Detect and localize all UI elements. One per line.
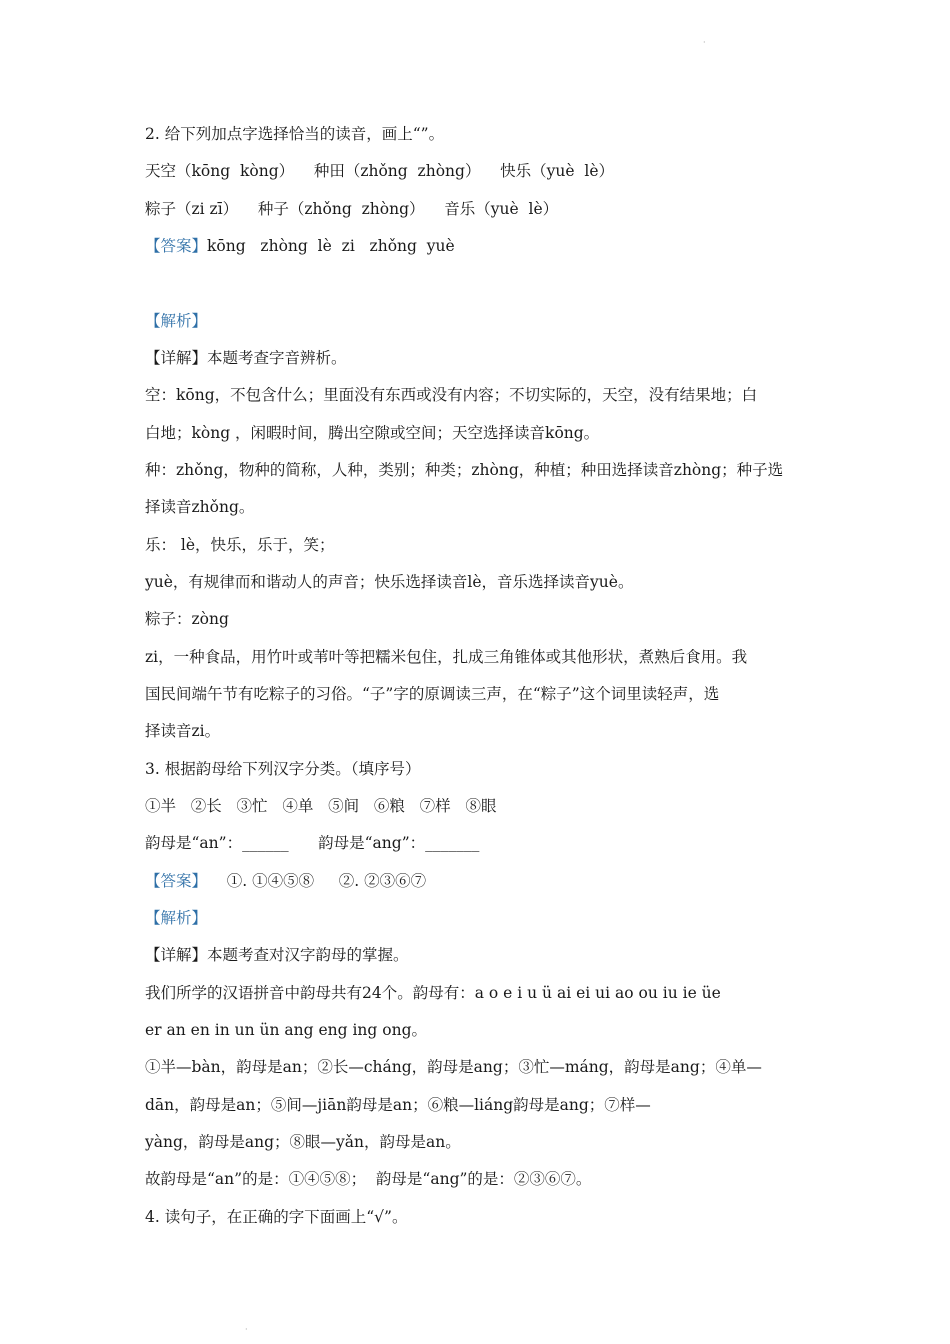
q2-explanation-4: 择读音zhǒng。 <box>145 498 255 516</box>
q2-explanation-1: 空：kōng，不包含什么；里面没有东西或没有内容；不切实际的，天空，没有结果地；白 <box>145 386 758 404</box>
q3-explanation-3: ①半—bàn，韵母是an；②长—cháng，韵母是ang；③忙—máng，韵母是ang；④单— <box>145 1058 762 1076</box>
q3-explanation-2: er an en in un ün ang eng ing ong。 <box>145 1021 427 1039</box>
q4-title: 4. 读句子，在正确的字下面画上“√”。 <box>145 1208 408 1226</box>
q3-explanation-5: yàng，韵母是ang；⑧眼—yǎn，韵母是an。 <box>145 1133 461 1151</box>
answer-label: 【答案】 <box>145 872 208 890</box>
q3-answer-line <box>145 869 820 893</box>
analysis-label: 【解析】 <box>145 909 208 927</box>
q3-explanation-4: dān，韵母是an；⑤间—jiān韵母是an；⑥粮—liáng韵母是ang；⑦样— <box>145 1096 651 1114</box>
q2-explanation-6: yuè，有规律而和谐动人的声音；快乐选择读音lè，音乐选择读音yuè。 <box>145 573 634 591</box>
q2-row2: 粽子（zi zī） 种子（zhǒng zhòng） 音乐（yuè lè） <box>145 200 559 218</box>
q2-answer-line <box>145 234 820 258</box>
q3-blanks: 韵母是“an”：______ 韵母是“ang”：_______ <box>145 834 480 852</box>
answer-label: 【答案】 <box>145 237 208 255</box>
answer-text: ①. ①④⑤⑧ ②. ②③⑥⑦ <box>207 872 427 890</box>
q2-row1: 天空（kōng kòng） 种田（zhǒng zhòng） 快乐（yuè lè） <box>145 162 615 180</box>
q2-explanation-8: zi，一种食品，用竹叶或苇叶等把糯米包住，扎成三角锥体或其他形状，煮熟后食用。我 <box>145 648 748 666</box>
q2-explanation-10: 择读音zi。 <box>145 722 221 740</box>
decorative-dot: · <box>245 1325 248 1334</box>
answer-text: kōng zhòng lè zi zhǒng yuè <box>207 237 455 255</box>
q2-detail: 【详解】本题考查字音辨析。 <box>145 349 347 367</box>
q3-explanation-6: 故韵母是“an”的是：①④⑤⑧； 韵母是“ang”的是：②③⑥⑦。 <box>145 1170 592 1188</box>
q2-explanation-5: 乐： lè，快乐，乐于，笑； <box>145 536 335 554</box>
q2-explanation-7: 粽子：zòng <box>145 610 229 628</box>
decorative-dot: · <box>703 38 706 47</box>
q2-title: 2. 给下列加点字选择恰当的读音，画上“”。 <box>145 125 445 143</box>
q3-title: 3. 根据韵母给下列汉字分类。（填序号） <box>145 760 421 778</box>
q2-explanation-9: 国民间端午节有吃粽子的习俗。“子”字的原调读三声，在“粽子”这个词里读轻声，选 <box>145 685 720 703</box>
q2-explanation-3: 种：zhǒng，物种的简称，人种，类别；种类；zhòng，种植；种田选择读音zhòng；种子选 <box>145 461 784 479</box>
q3-detail: 【详解】本题考查对汉字韵母的掌握。 <box>145 946 409 964</box>
q3-options: ①半 ②长 ③忙 ④单 ⑤间 ⑥粮 ⑦样 ⑧眼 <box>145 797 497 815</box>
q2-explanation-2: 白地；kòng ，闲暇时间，腾出空隙或空间；天空选择读音kōng。 <box>145 424 600 442</box>
analysis-label: 【解析】 <box>145 312 208 330</box>
q3-explanation-1: 我们所学的汉语拼音中韵母共有24个。韵母有：a o e i u ü ai ei ui ao ou iu ie üe <box>145 984 721 1002</box>
